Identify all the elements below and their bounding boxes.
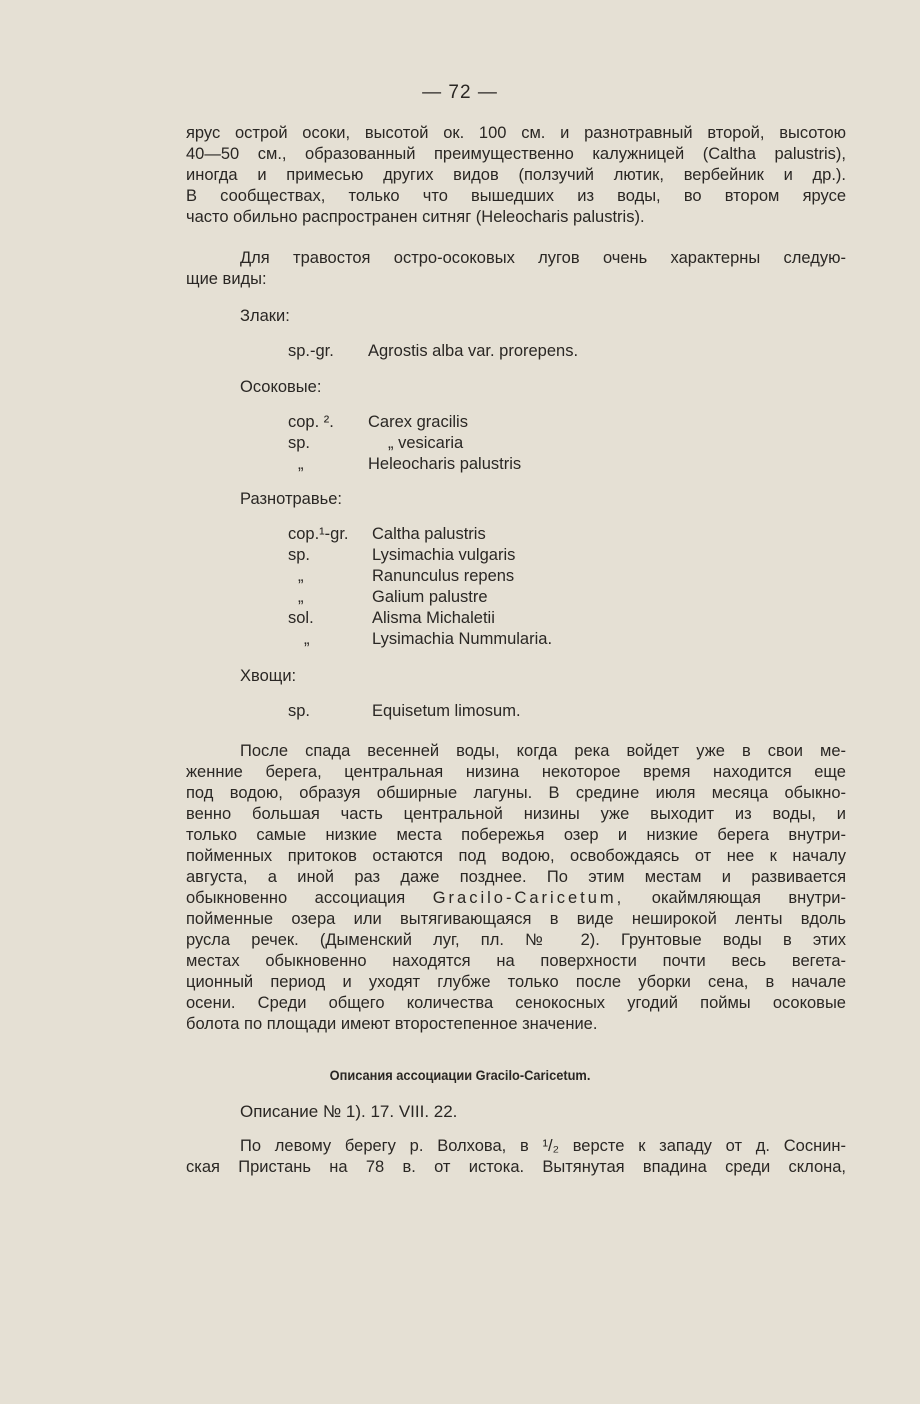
species-row [288, 546, 688, 567]
text-line: русла речек. (Дыменский луг, пл. № 2). Грунтовые воды в этих [186, 931, 846, 949]
text-line: пойменных притоков остаются под водою, освобождаясь от нее к началу [186, 847, 846, 865]
text-line: Для травостоя остро-осоковых лугов очень характерны следую- [240, 249, 846, 267]
page-number: — 72 — [422, 82, 498, 103]
species-row [288, 434, 688, 455]
text-fragment: окаймляющая внутри- [651, 889, 846, 907]
paragraph-2 [186, 248, 846, 290]
paragraph-5 [186, 1136, 846, 1178]
species-row [288, 588, 688, 609]
species-name: Heleocharis palustris [368, 455, 522, 473]
species-row [288, 630, 688, 651]
text-line: щие виды: [186, 270, 267, 288]
association-name: Gracilo-Caricetum, [432, 889, 625, 907]
species-name: Lysimachia Nummularia. [372, 630, 553, 648]
species-name: „ vesicaria [388, 434, 464, 452]
group-heading-grasses: Злаки: [240, 307, 290, 325]
text-line: ярус острой осоки, высотой ок. 100 см. и разнотравный второй, высотою [186, 124, 846, 142]
text-line: венно большая часть центральной низины уже выходит из воды, и [186, 805, 846, 823]
species-name: Ranunculus repens [372, 567, 515, 585]
species-row [288, 342, 688, 363]
abundance-label: sp.-gr. [288, 342, 334, 360]
abundance-label: sol. [288, 609, 314, 627]
text-line: По левому берегу р. Волхова, в ¹/₂ версте к западу от д. Соснин- [240, 1137, 846, 1155]
species-row [288, 525, 688, 546]
species-row [288, 609, 688, 630]
species-name: Galium palustre [372, 588, 488, 606]
abundance-label: „ [298, 567, 304, 585]
text-line: ционный период и уходят глубже только после уборки сена, в начале [186, 973, 846, 991]
text-line: В сообществах, только что вышедших из воды, во втором ярусе [186, 187, 846, 205]
paragraph-1 [186, 123, 846, 228]
species-row [288, 455, 688, 476]
text-line: под водою, образуя обширные лагуны. В средине июля месяца обыкно- [186, 784, 846, 802]
abundance-label: sp. [288, 434, 311, 452]
group-heading-forbs: Разнотравье: [240, 490, 342, 508]
text-line: часто обильно распространен ситняг (Heleocharis palustris). [186, 208, 645, 226]
species-name: Alisma Michaletii [372, 609, 495, 627]
text-line: женние берега, центральная низина некоторое время находится еще [186, 763, 846, 781]
description-heading: Описание № 1). 17. VIII. 22. [240, 1102, 458, 1121]
text-line: 40—50 см., образованный преимущественно калужницей (Caltha palustris), [186, 145, 846, 163]
abundance-label: „ [298, 455, 304, 473]
species-name: Caltha palustris [372, 525, 486, 543]
paragraph-3 [186, 741, 846, 1035]
group-heading-sedges: Осоковые: [240, 378, 322, 396]
group-heading-horsetails: Хвощи: [240, 667, 297, 685]
abundance-label: sp. [288, 546, 311, 564]
abundance-label: „ [298, 588, 304, 606]
text-line: осени. Среди общего количества сенокосных угодий поймы осоковые [186, 994, 846, 1012]
species-name: Carex gracilis [368, 413, 468, 431]
species-row [288, 567, 688, 588]
species-name: Equisetum limosum. [372, 702, 521, 720]
text-line: ская Пристань на 78 в. от истока. Вытянутая впадина среди склона, [186, 1158, 846, 1176]
text-line: иногда и примесью других видов (ползучий лютик, вербейник и др.). [186, 166, 846, 184]
species-row [288, 702, 688, 723]
abundance-label: sp. [288, 702, 311, 720]
abundance-label: cop. ². [288, 413, 334, 431]
species-row [288, 413, 688, 434]
section-title: Описания ассоциации Gracilo-Caricetum. [329, 1068, 591, 1083]
text-line-association [186, 888, 846, 909]
text-line: августа, а иной раз даже позднее. По этим местам и развивается [186, 868, 846, 886]
abundance-label: „ [304, 630, 310, 648]
text-line: только самые низкие места побережья озер и низкие берега внутри- [186, 826, 846, 844]
abundance-label: cop.¹-gr. [288, 525, 349, 543]
species-name: Lysimachia vulgaris [372, 546, 516, 564]
text-line: болота по площади имеют второстепенное значение. [186, 1015, 598, 1033]
text-line: местах обыкновенно находятся на поверхности почти весь вегета- [186, 952, 846, 970]
species-name: Agrostis alba var. prorepens. [368, 342, 579, 360]
text-line: После спада весенней воды, когда река войдет уже в свои ме- [240, 742, 846, 760]
text-line: пойменные озера или вытягивающаяся в виде неширокой ленты вдоль [186, 910, 846, 928]
text-fragment: обыкновенно ассоциация [186, 889, 406, 907]
